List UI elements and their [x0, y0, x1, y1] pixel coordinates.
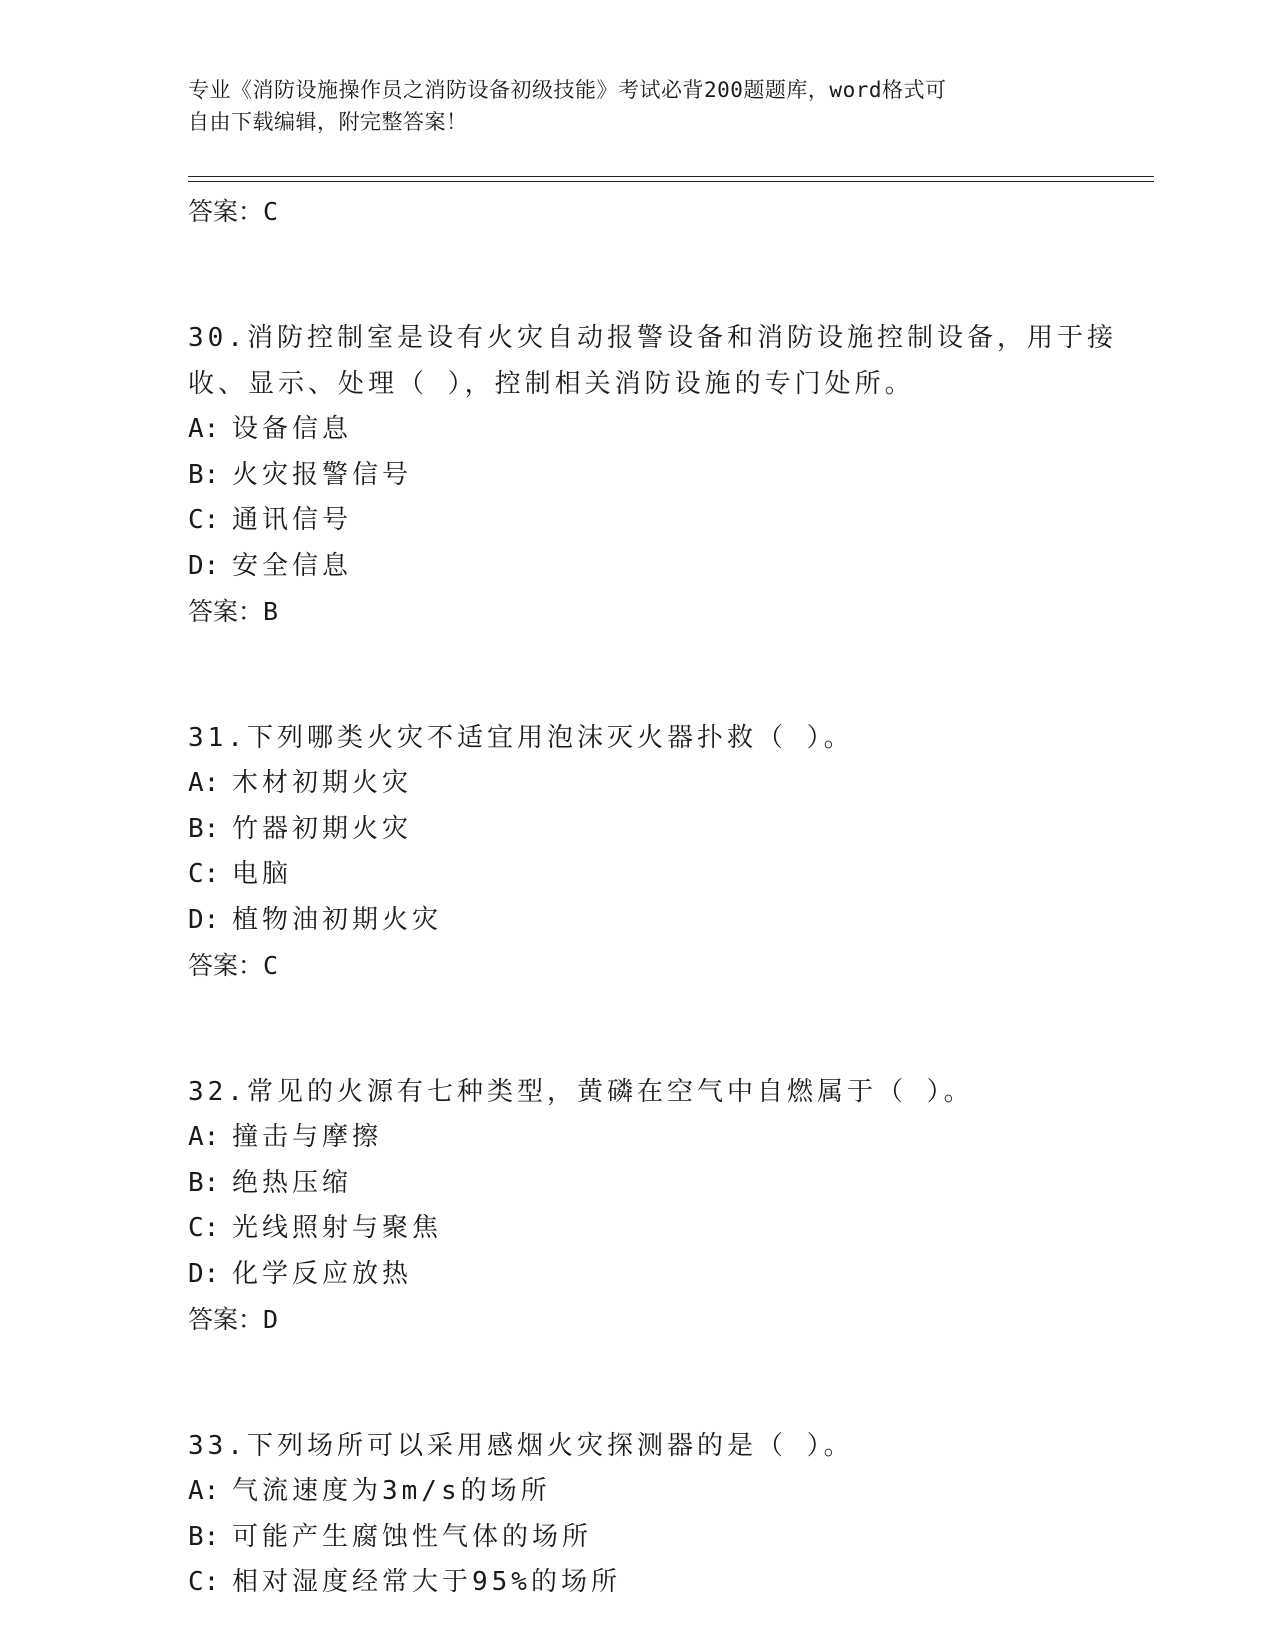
- answer-value: D: [263, 1305, 280, 1334]
- option-text: 火灾报警信号: [232, 459, 413, 490]
- option-c: [188, 1560, 1088, 1606]
- option-key: B:: [188, 459, 220, 490]
- option-key: C:: [188, 1567, 220, 1597]
- document-header: [188, 74, 1068, 138]
- header-divider-bottom: [188, 181, 1154, 182]
- question-text: 31.下列哪类火灾不适宜用泡沫灭火器扑救（ ）。: [188, 723, 854, 753]
- option-key: D:: [188, 1258, 220, 1289]
- option-text: 气流速度为3m/s的场所: [232, 1476, 551, 1506]
- answer-label: 答案：: [188, 1305, 264, 1334]
- header-line-2: 自由下载编辑，附完整答案！: [188, 110, 468, 134]
- answer-value: B: [263, 597, 280, 626]
- option-text: 化学反应放热: [232, 1258, 413, 1289]
- option-text: 可能产生腐蚀性气体的场所: [232, 1521, 593, 1552]
- header-divider-top: [188, 176, 1154, 177]
- option-text: 安全信息: [232, 550, 353, 581]
- answer-label: 答案：: [188, 597, 264, 626]
- option-text: 电脑: [232, 859, 293, 889]
- option-key: D:: [188, 904, 220, 935]
- option-text: 光线照射与聚焦: [232, 1213, 443, 1243]
- option-text: 设备信息: [232, 414, 353, 444]
- option-key: C:: [188, 859, 220, 889]
- option-d: [188, 898, 1088, 944]
- answer-label: 答案：: [188, 951, 264, 980]
- option-key: D:: [188, 550, 220, 581]
- option-c: [188, 852, 1088, 898]
- question-text: 33.下列场所可以采用感烟火灾探测器的是（ ）。: [188, 1431, 854, 1461]
- option-b: [188, 453, 1088, 499]
- option-key: A:: [188, 768, 220, 798]
- option-b: [188, 1161, 1088, 1207]
- option-key: C:: [188, 505, 220, 535]
- option-d: [188, 1252, 1088, 1298]
- option-text: 木材初期火灾: [232, 768, 413, 798]
- option-text: 绝热压缩: [232, 1167, 353, 1198]
- option-c: [188, 498, 1088, 544]
- question-answer: [188, 589, 1088, 635]
- option-key: C:: [188, 1213, 220, 1243]
- option-key: A:: [188, 1122, 220, 1152]
- option-key: A:: [188, 414, 220, 444]
- answer-value: C: [263, 951, 280, 980]
- option-a: [188, 407, 1088, 453]
- option-text: 植物油初期火灾: [232, 904, 443, 935]
- question-list: [188, 189, 1117, 1606]
- option-text: 相对湿度经常大于95%的场所: [232, 1567, 621, 1597]
- question-text: 收、显示、处理（ ），控制相关消防设施的专门处所。: [188, 369, 915, 399]
- previous-answer: [188, 189, 1088, 235]
- option-key: B:: [188, 1521, 220, 1552]
- option-a: [188, 1115, 1088, 1161]
- option-b: [188, 1515, 1088, 1561]
- option-key: B:: [188, 813, 220, 844]
- question-31: [188, 715, 1088, 989]
- option-key: A:: [188, 1476, 220, 1506]
- question-32: [188, 1069, 1088, 1343]
- option-key: B:: [188, 1167, 220, 1198]
- option-c: [188, 1206, 1088, 1252]
- option-a: [188, 1469, 1088, 1515]
- question-text: 32.常见的火源有七种类型，黄磷在空气中自燃属于（ ）。: [188, 1077, 974, 1107]
- option-text: 通讯信号: [232, 505, 353, 535]
- question-30: [188, 315, 1117, 635]
- question-33: [188, 1423, 1088, 1606]
- option-a: [188, 761, 1088, 807]
- question-answer: [188, 1297, 1088, 1343]
- option-b: [188, 807, 1088, 853]
- option-d: [188, 544, 1088, 590]
- answer-label: 答案：: [188, 197, 264, 226]
- question-text: 30.消防控制室是设有火灾自动报警设备和消防设施控制设备，用于接: [188, 323, 1117, 353]
- question-answer: [188, 943, 1088, 989]
- header-line-1: 专业《消防设施操作员之消防设备初级技能》考试必背200题题库，word格式可: [188, 78, 947, 102]
- answer-value: C: [263, 197, 280, 226]
- option-text: 竹器初期火灾: [232, 813, 413, 844]
- option-text: 撞击与摩擦: [232, 1122, 383, 1152]
